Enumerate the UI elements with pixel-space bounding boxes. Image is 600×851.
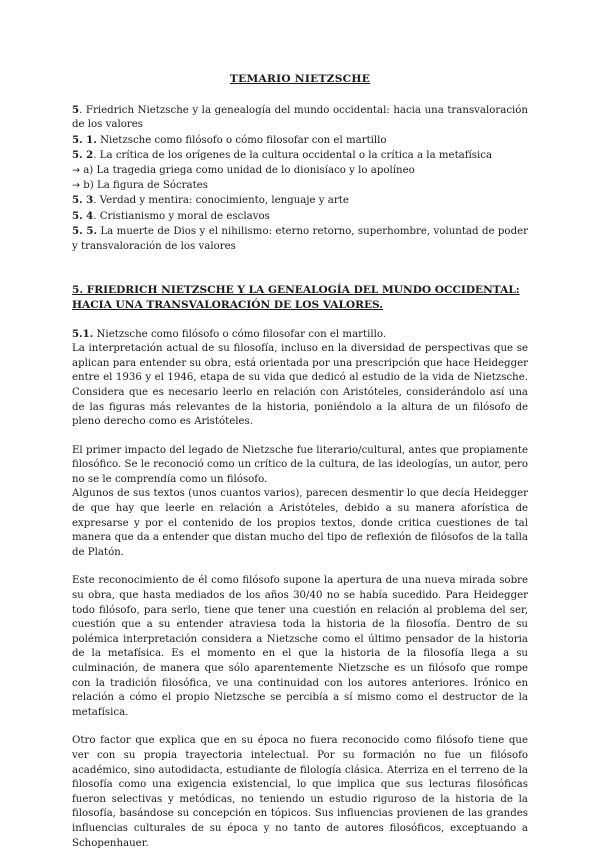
toc-item-number: 5. 3 xyxy=(72,194,94,207)
toc-item-text: b) La figura de Sócrates xyxy=(79,179,208,191)
section-heading: 5. FRIEDRICH NIETZSCHE Y LA GENEALOGÍA DEL MUNDO OCCIDENTAL: HACIA UNA TRANSVALORACIÓN DE LOS VALORES. xyxy=(72,283,520,311)
toc-item-text: La muerte de Dios y el nihilismo: eterno retorno, superhombre, voluntad de poder y transvaloración de los valores xyxy=(72,226,528,252)
arrow-icon: → xyxy=(72,164,80,176)
arrow-icon: → xyxy=(72,179,80,191)
subsection-number: 5.1. xyxy=(72,327,94,340)
toc-item-text: a) La tragedia griega como unidad de lo dionisíaco y lo apolíneo xyxy=(79,164,415,176)
toc-item xyxy=(72,209,528,225)
toc-item-text: . Verdad y mentira: conocimiento, lenguaje y arte xyxy=(93,195,349,207)
toc-item-number: 5. 2 xyxy=(72,149,94,162)
toc-item xyxy=(72,133,528,149)
toc-item-text: Nietzsche como filósofo o cómo filosofar con el martillo xyxy=(96,134,387,146)
paragraph: Algunos de sus textos (unos cuantos varios), parecen desmentir lo que decía Heidegger de que hay que leerle en relación a Aristóteles, debido a su manera aforística de expresarse y por el contenido de los propios textos, donde critica cuestiones de tal manera que da a entender que distan mucho del tipo de reflexión de filósofos de la talla de Platón. xyxy=(72,488,528,558)
toc-item xyxy=(72,148,528,164)
toc-item xyxy=(72,103,528,133)
toc-item-text: . La crítica de los orígenes de la cultura occidental o la crítica a la metafísica xyxy=(93,150,493,162)
toc-item xyxy=(72,193,528,209)
paragraph: Otro factor que explica que en su época no fuera reconocido como filósofo tiene que ver con su propia trayectoria intelectual. Por su formación no fue un filósofo académico, sino autodidacta, estudiante de filología clásica. Aterriza en el terreno de la filosofía como una exigencia existencial, lo que implica que sus lecturas filosóficas fueron selectivas y metódicas, no teniendo un estudio riguroso de la historia de la filosofía, basándose su concepción en tópicos. Sus influencias provienen de las grandes influencias culturales de su época y no tanto de autores filosóficos, exceptuando a Schopenhauer. xyxy=(72,735,528,849)
paragraph: La interpretación actual de su filosofía, incluso en la diversidad de perspectivas que se aplican para entender su obra, está orientada por una prescripción que hace Heidegger entre el 1936 y el 1946, etapa de su vida que dedicó al estudio de la vida de Nietzsche. Considera que es necesario leerlo en relación con Aristóteles, considerándolo así una de las figuras más relevantes de la historia, poniéndolo a la altura de un filósofo de pleno derecho como es Aristóteles. xyxy=(72,343,528,428)
subsection-title: Nietzsche como filósofo o cómo filosofar con el martillo. xyxy=(93,328,387,340)
toc-item-number: 5. 1. xyxy=(72,133,97,146)
toc-item xyxy=(72,164,528,179)
toc-item-text: . Friedrich Nietzsche y la genealogía del mundo occidental: hacia una transvaloración de los valores xyxy=(72,104,528,131)
toc-item xyxy=(72,224,528,254)
toc-item-number: 5. 5. xyxy=(72,225,97,238)
paragraph: El primer impacto del legado de Nietzsche fue literario/cultural, antes que propiamente filosófico. Se le reconoció como un crítico de la cultura, de las ideologías, un autor, pero no se le comprendía como un filósofo. xyxy=(72,444,528,485)
page-title: TEMARIO NIETZSCHE xyxy=(229,73,371,85)
toc-item-text: . Cristianismo y moral de esclavos xyxy=(93,210,270,222)
toc-item-number: 5. 4 xyxy=(72,209,94,222)
table-of-contents xyxy=(72,103,528,255)
subsection-heading xyxy=(72,327,528,343)
paragraph: Este reconocimiento de él como filósofo supone la apertura de una nueva mirada sobre su obra, que hasta mediados de los años 30/40 no se había sucedido. Para Heidegger todo filósofo, para serlo, tiene que tener una cuestión en relación al problema del ser, cuestión que a su entender atraviesa toda la historia de la filosofía. Dentro de su polémica interpretación considera a Nietzsche como el último pensador de la historia de la metafísica. Es el momento en el que la historia de la filosofía llega a su culminación, de manera que sólo aparentemente Nietzsche es un filósofo que rompe con la tradición filosófica, ve una continuidad con los autores anteriores. Irónico en relación a cómo el propio Nietzsche se percibía a sí mismo como el destructor de la metafísica. xyxy=(72,575,528,718)
toc-item xyxy=(72,179,528,194)
toc-item-number: 5 xyxy=(72,103,80,116)
